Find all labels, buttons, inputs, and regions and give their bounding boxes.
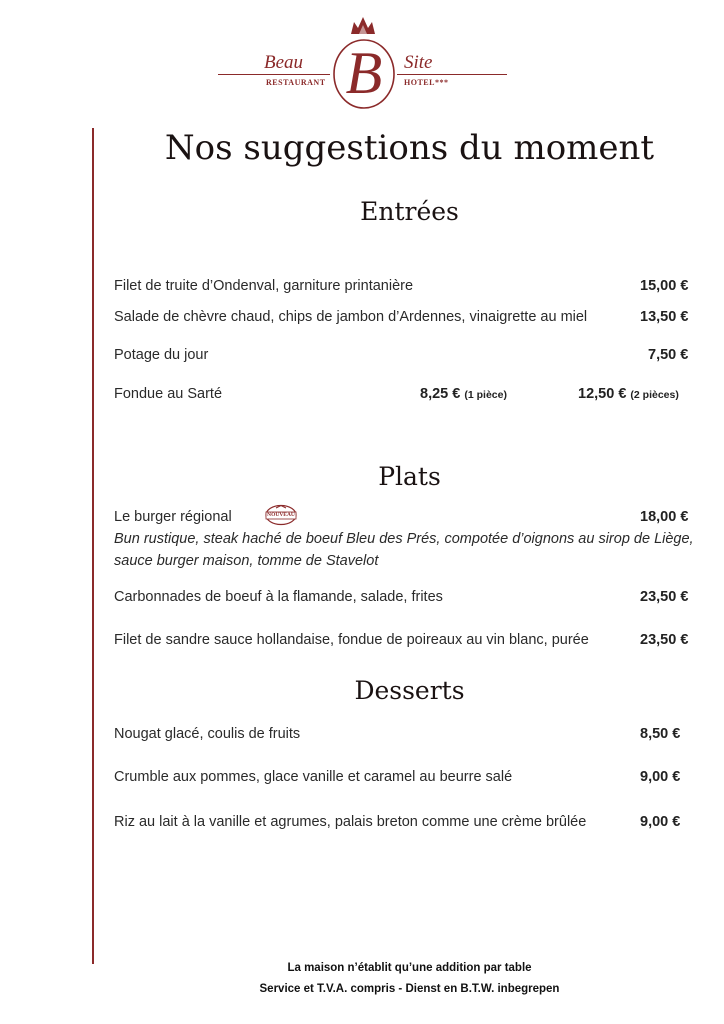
menu-item-name: Crumble aux pommes, glace vanille et caramel au beurre salé bbox=[114, 769, 513, 785]
section-heading-desserts: Desserts bbox=[354, 676, 465, 705]
price-value: 8,25 € bbox=[420, 386, 461, 402]
nouveau-badge bbox=[264, 504, 298, 531]
price-quantity: (2 pièces) bbox=[630, 389, 679, 401]
menu-item-price: 9,00 € bbox=[640, 769, 681, 785]
menu-item-price: 9,00 € bbox=[640, 814, 681, 830]
footer-note-addition: La maison n’établit qu’une addition par table bbox=[287, 962, 532, 974]
logo-line-left bbox=[218, 74, 330, 75]
menu-item-name: Fondue au Sarté bbox=[114, 386, 223, 402]
logo-word-beau: Beau bbox=[264, 52, 304, 73]
menu-item-price: 23,50 € bbox=[640, 632, 689, 648]
menu-item-name: Le burger régional bbox=[114, 509, 232, 525]
menu-item-price: 7,50 € bbox=[648, 347, 689, 363]
menu-item-price: 18,00 € bbox=[640, 509, 689, 525]
menu-item-price: 23,50 € bbox=[640, 589, 689, 605]
logo-label-restaurant: RESTAURANT bbox=[266, 78, 326, 87]
menu-item-name: Salade de chèvre chaud, chips de jambon d’Ardennes, vinaigrette au miel bbox=[114, 309, 588, 325]
menu-item-price: 8,50 € bbox=[640, 726, 681, 742]
section-heading-entrees: Entrées bbox=[360, 197, 459, 226]
logo-crown-icon bbox=[349, 14, 377, 36]
menu-item-price-single bbox=[420, 386, 507, 402]
menu-item-name: Riz au lait à la vanille et agrumes, palais breton comme une crème brûlée bbox=[114, 814, 587, 830]
left-vertical-rule bbox=[92, 128, 94, 964]
footer-note-service: Service et T.V.A. compris - Dienst en B.T.W. inbegrepen bbox=[259, 983, 560, 995]
price-value: 12,50 € bbox=[578, 386, 627, 402]
price-quantity: (1 pièce) bbox=[464, 389, 507, 401]
menu-item-name: Filet de sandre sauce hollandaise, fondue de poireaux au vin blanc, purée bbox=[114, 632, 589, 648]
logo-word-site: Site bbox=[404, 52, 433, 73]
logo-label-hotel: HOTEL*** bbox=[404, 78, 449, 87]
logo-line-right bbox=[397, 74, 507, 75]
logo-monogram: B bbox=[345, 40, 383, 106]
menu-item-price: 13,50 € bbox=[640, 309, 689, 325]
menu-item-name: Potage du jour bbox=[114, 347, 209, 363]
page-title: Nos suggestions du moment bbox=[164, 128, 655, 168]
menu-item-name: Filet de truite d’Ondenval, garniture printanière bbox=[114, 278, 414, 294]
section-heading-plats: Plats bbox=[378, 462, 441, 491]
menu-item-description: Bun rustique, steak haché de boeuf Bleu des Prés, compotée d’oignons au sirop de Liège, sauce burger maison, tomme de Stavelot bbox=[114, 531, 694, 569]
menu-item-name: Nougat glacé, coulis de fruits bbox=[114, 726, 301, 742]
menu-item-price-double bbox=[578, 386, 679, 402]
nouveau-badge-label: NOUVEAU bbox=[267, 512, 295, 518]
menu-item-price: 15,00 € bbox=[640, 278, 689, 294]
menu-item-name: Carbonnades de boeuf à la flamande, salade, frites bbox=[114, 589, 443, 605]
